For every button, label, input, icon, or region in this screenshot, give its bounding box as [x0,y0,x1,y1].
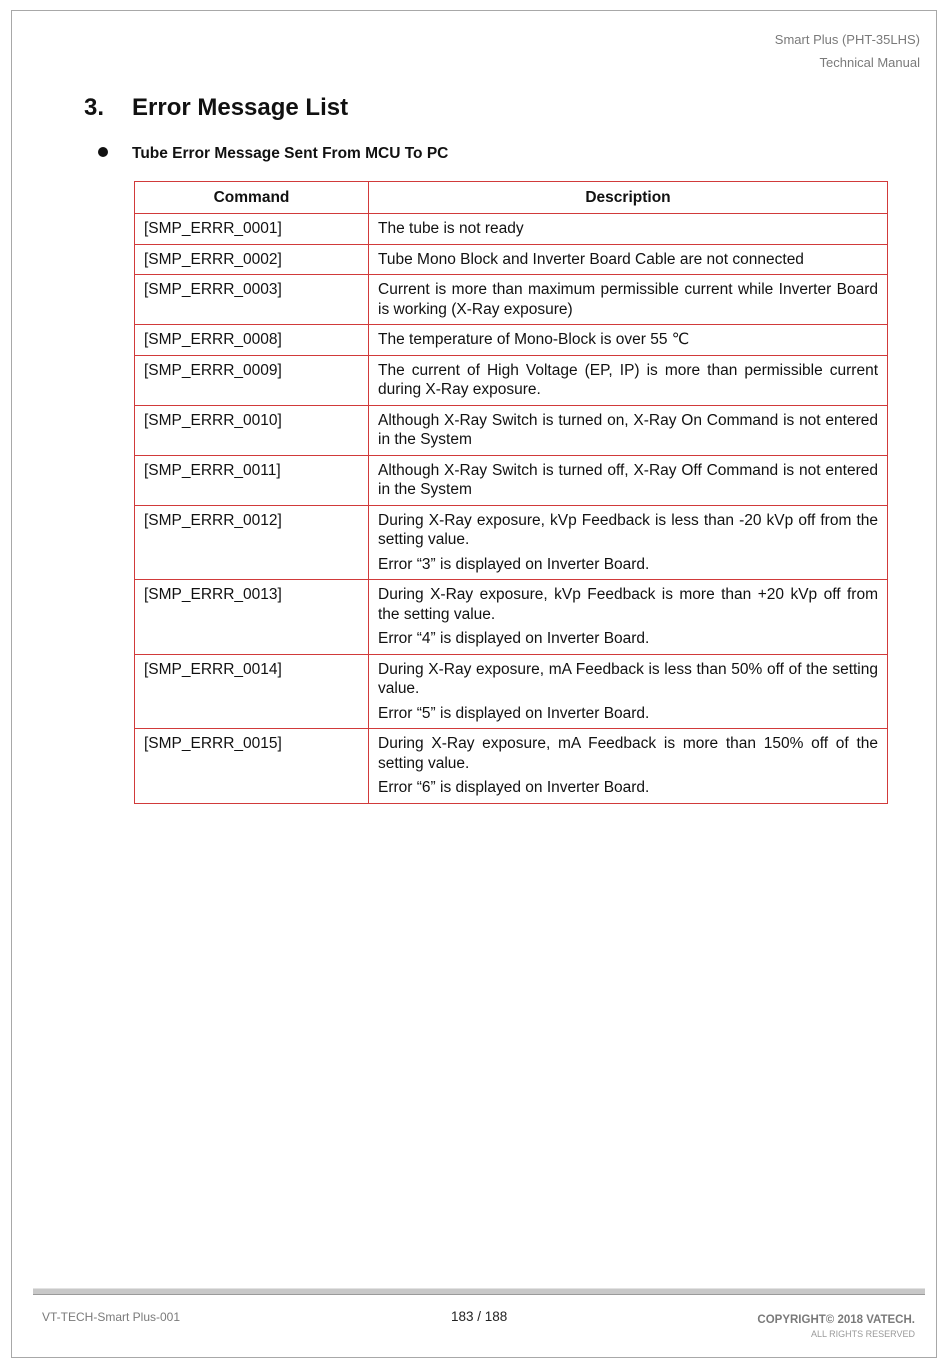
bullet-item [98,145,448,163]
command-cell: [SMP_ERRR_0013] [135,580,369,655]
table-row [135,729,888,804]
command-cell: [SMP_ERRR_0015] [135,729,369,804]
command-cell: [SMP_ERRR_0002] [135,244,369,275]
table-row [135,455,888,505]
section-heading [84,94,348,122]
command-cell: [SMP_ERRR_0001] [135,214,369,245]
table-row [135,405,888,455]
description-text: The tube is not ready [378,220,524,237]
table-row [135,214,888,245]
table-row [135,654,888,729]
column-header-description: Description [369,182,888,214]
description-cell [369,505,888,580]
command-cell: [SMP_ERRR_0008] [135,325,369,356]
description-note: Error “4” is displayed on Inverter Board. [378,630,650,647]
description-cell [369,654,888,729]
description-cell [369,214,888,245]
description-note: Error “5” is displayed on Inverter Board. [378,704,650,722]
description-text: The temperature of Mono-Block is over 55 ℃ [378,331,690,348]
description-cell [369,455,888,505]
description-text: The current of High Voltage (EP, IP) is more than permissible current during X-Ray exposure. [378,361,878,398]
command-cell: [SMP_ERRR_0014] [135,654,369,729]
table-row [135,355,888,405]
error-message-table [134,181,888,804]
description-cell [369,244,888,275]
section-number: 3. [84,94,105,121]
footer-copyright: COPYRIGHT© 2018 VATECH. [757,1314,915,1326]
table-row [135,325,888,356]
table-header-row [135,182,888,214]
command-cell: [SMP_ERRR_0009] [135,355,369,405]
description-cell [369,580,888,655]
footer-rights: ALL RIGHTS RESERVED [810,1329,915,1339]
command-cell: [SMP_ERRR_0011] [135,455,369,505]
description-cell [369,405,888,455]
column-header-command: Command [135,182,369,214]
description-cell [369,275,888,325]
description-cell [369,729,888,804]
description-text: During X-Ray exposure, mA Feedback is more than 150% off of the setting value. [378,735,878,772]
footer-rule [33,1288,925,1295]
command-cell: [SMP_ERRR_0010] [135,405,369,455]
header-product: Smart Plus (PHT-35LHS) [774,32,920,47]
bullet-text: Tube Error Message Sent From MCU To PC [132,145,449,162]
table-row [135,244,888,275]
command-cell: [SMP_ERRR_0003] [135,275,369,325]
description-text: During X-Ray exposure, mA Feedback is less than 50% off of the setting value. [378,660,878,697]
description-cell [369,355,888,405]
description-cell [369,325,888,356]
table-row [135,275,888,325]
footer-doc-id: VT-TECH-Smart Plus-001 [42,1310,181,1324]
header-doc-type: Technical Manual [819,55,920,70]
description-text: Although X-Ray Switch is turned off, X-Ray Off Command is not entered in the System [378,461,878,498]
bullet-dot-icon [98,147,108,157]
footer-page-number: 183 / 188 [451,1309,508,1324]
table-row [135,505,888,580]
description-text: During X-Ray exposure, kVp Feedback is less than -20 kVp off from the setting value. [378,511,878,548]
description-note: Error “6” is displayed on Inverter Board. [378,779,650,796]
description-text: Tube Mono Block and Inverter Board Cable are not connected [378,250,804,268]
description-text: Although X-Ray Switch is turned on, X-Ray On Command is not entered in the System [378,411,878,448]
table-row [135,580,888,655]
description-text: During X-Ray exposure, kVp Feedback is more than +20 kVp off from the setting value. [378,586,878,623]
description-note: Error “3” is displayed on Inverter Board. [378,555,650,573]
section-title: Error Message List [132,94,349,121]
description-text: Current is more than maximum permissible current while Inverter Board is working (X-Ray exposure) [378,281,878,318]
command-cell: [SMP_ERRR_0012] [135,505,369,580]
